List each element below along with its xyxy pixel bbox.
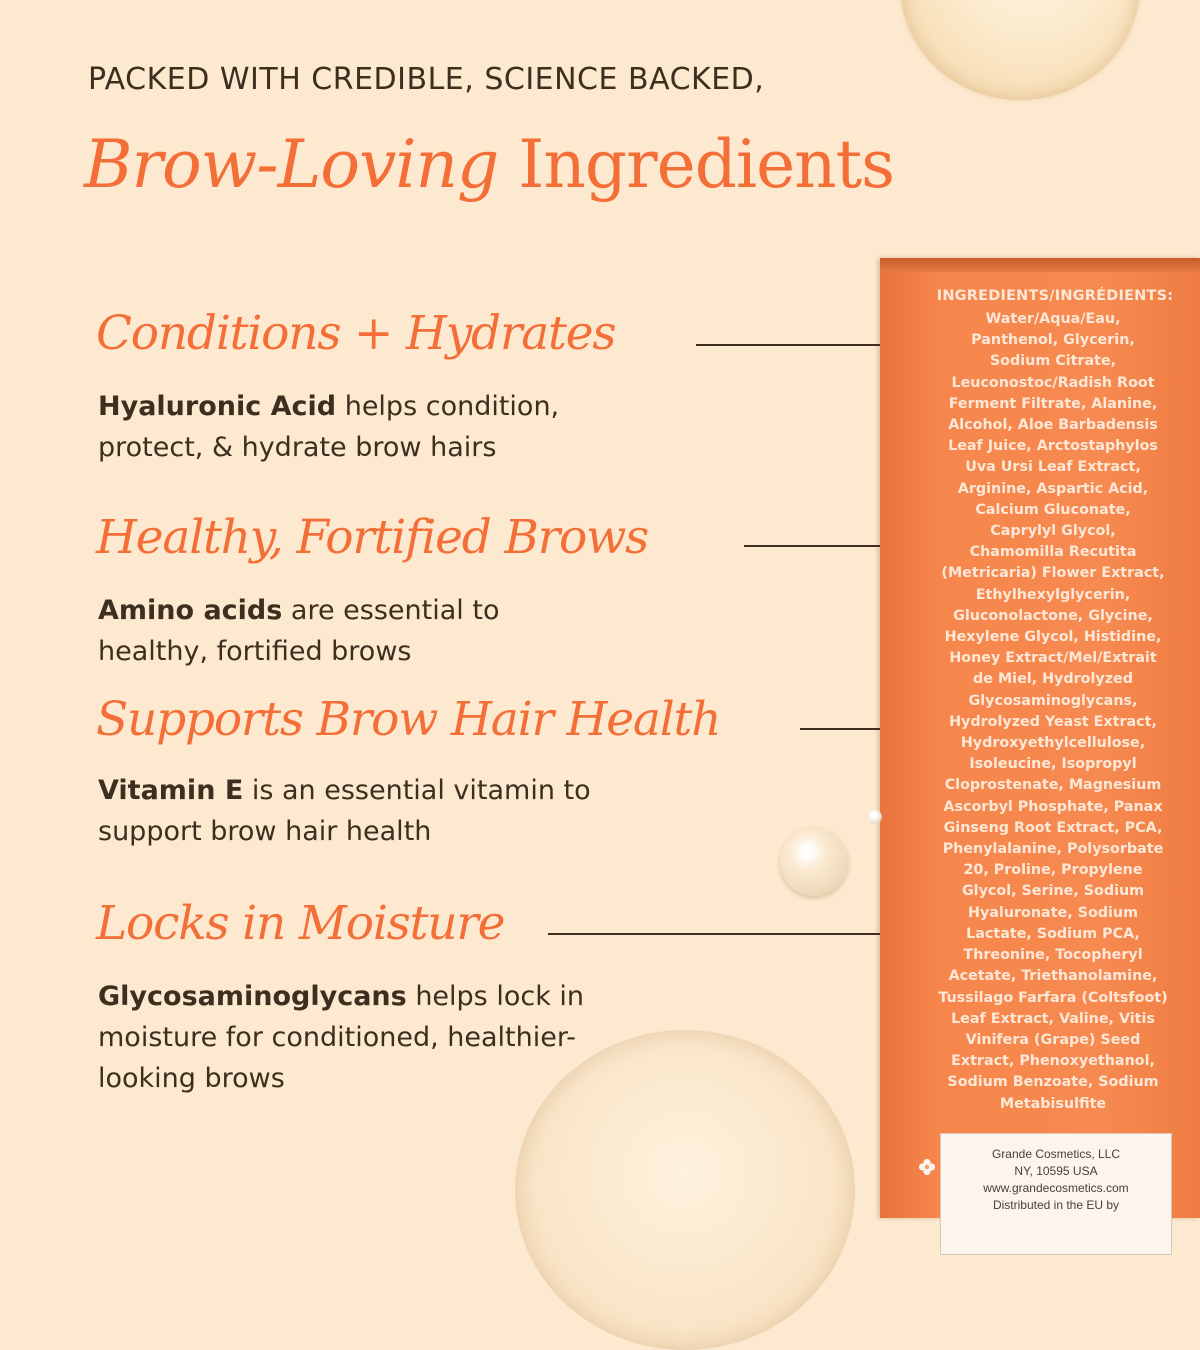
manufacturer-label [940, 1133, 1172, 1255]
manufacturer-text: Grande Cosmetics, LLC NY, 10595 USA www.grandecosmetics.com Distributed in the EU by [983, 1147, 1129, 1212]
product-box [880, 258, 1200, 1218]
benefit-description [98, 770, 618, 852]
product-box-top-edge [880, 258, 1200, 272]
ingredient-name: Amino acids [98, 595, 283, 626]
flower-icon [918, 1158, 936, 1176]
page-subtitle: PACKED WITH CREDIBLE, SCIENCE BACKED, [88, 62, 765, 97]
benefit-text: helps lock in moisture for conditioned, healthier-looking brows [98, 981, 585, 1094]
benefit-heading-fortified: Healthy, Fortified Brows [96, 510, 649, 565]
page-title-italic: Brow-Loving [84, 126, 499, 203]
benefit-description [98, 976, 618, 1099]
serum-bubble-top [900, 0, 1140, 100]
connector-line [548, 933, 904, 935]
benefit-heading-health: Supports Brow Hair Health [96, 692, 721, 747]
benefit-text: helps condition, protect, & hydrate brow hairs [98, 391, 560, 463]
benefit-heading-hydrates: Conditions + Hydrates [96, 306, 616, 361]
page-title-rest: Ingredients [498, 126, 895, 203]
serum-droplet-small [868, 810, 882, 824]
ingredient-name: Glycosaminoglycans [98, 981, 407, 1012]
benefit-description [98, 590, 618, 672]
serum-droplet [780, 828, 848, 896]
ingredients-title: INGREDIENTS/INGRÉDIENTS: [936, 288, 1174, 304]
ingredient-name: Vitamin E [98, 775, 244, 806]
benefit-text: is an essential vitamin to support brow hair health [98, 775, 591, 847]
ingredient-name: Hyaluronic Acid [98, 391, 337, 422]
ingredients-list: Water/Aqua/Eau, Panthenol, Glycerin, Sodium Citrate, Leuconostoc/Radish Root Ferment Filtrate, Alanine, Alcohol, Aloe Barbadensis Leaf Juice, Arctostaphylos Uva Ursi Leaf Extract, Arginine, Aspartic Acid, Calcium Gluconate, Caprylyl Glycol, Chamomilla Recutita (Metricaria) Flower Extract, Ethylhexylglycerin, Gluconolactone, Glycine, Hexylene Glycol, Histidine, Honey Extract/Mel/Extrait de Miel, Hydrolyzed Glycosaminoglycans, Hydrolyzed Yeast Extract, Hydroxyethylcellulose, Isoleucine, Isopropyl Cloprostenate, Magnesium Ascorbyl Phosphate, Panax Ginseng Root Extract, PCA, Phenylalanine, Polysorbate 20, Proline, Propylene Glycol, Serine, Sodium Hyaluronate, Sodium Lactate, Sodium PCA, Threonine, Tocopheryl Acetate, Triethanolamine, Tussilago Farfara (Coltsfoot) Leaf Extract, Valine, Vitis Vinifera (Grape) Seed Extract, Phenoxyethanol, Sodium Benzoate, Sodium Metabisulfite [938, 311, 1168, 1112]
benefit-heading-moisture: Locks in Moisture [96, 896, 505, 951]
benefit-text: are essential to healthy, fortified brows [98, 595, 500, 667]
benefit-description [98, 386, 618, 468]
page-title [84, 126, 894, 203]
